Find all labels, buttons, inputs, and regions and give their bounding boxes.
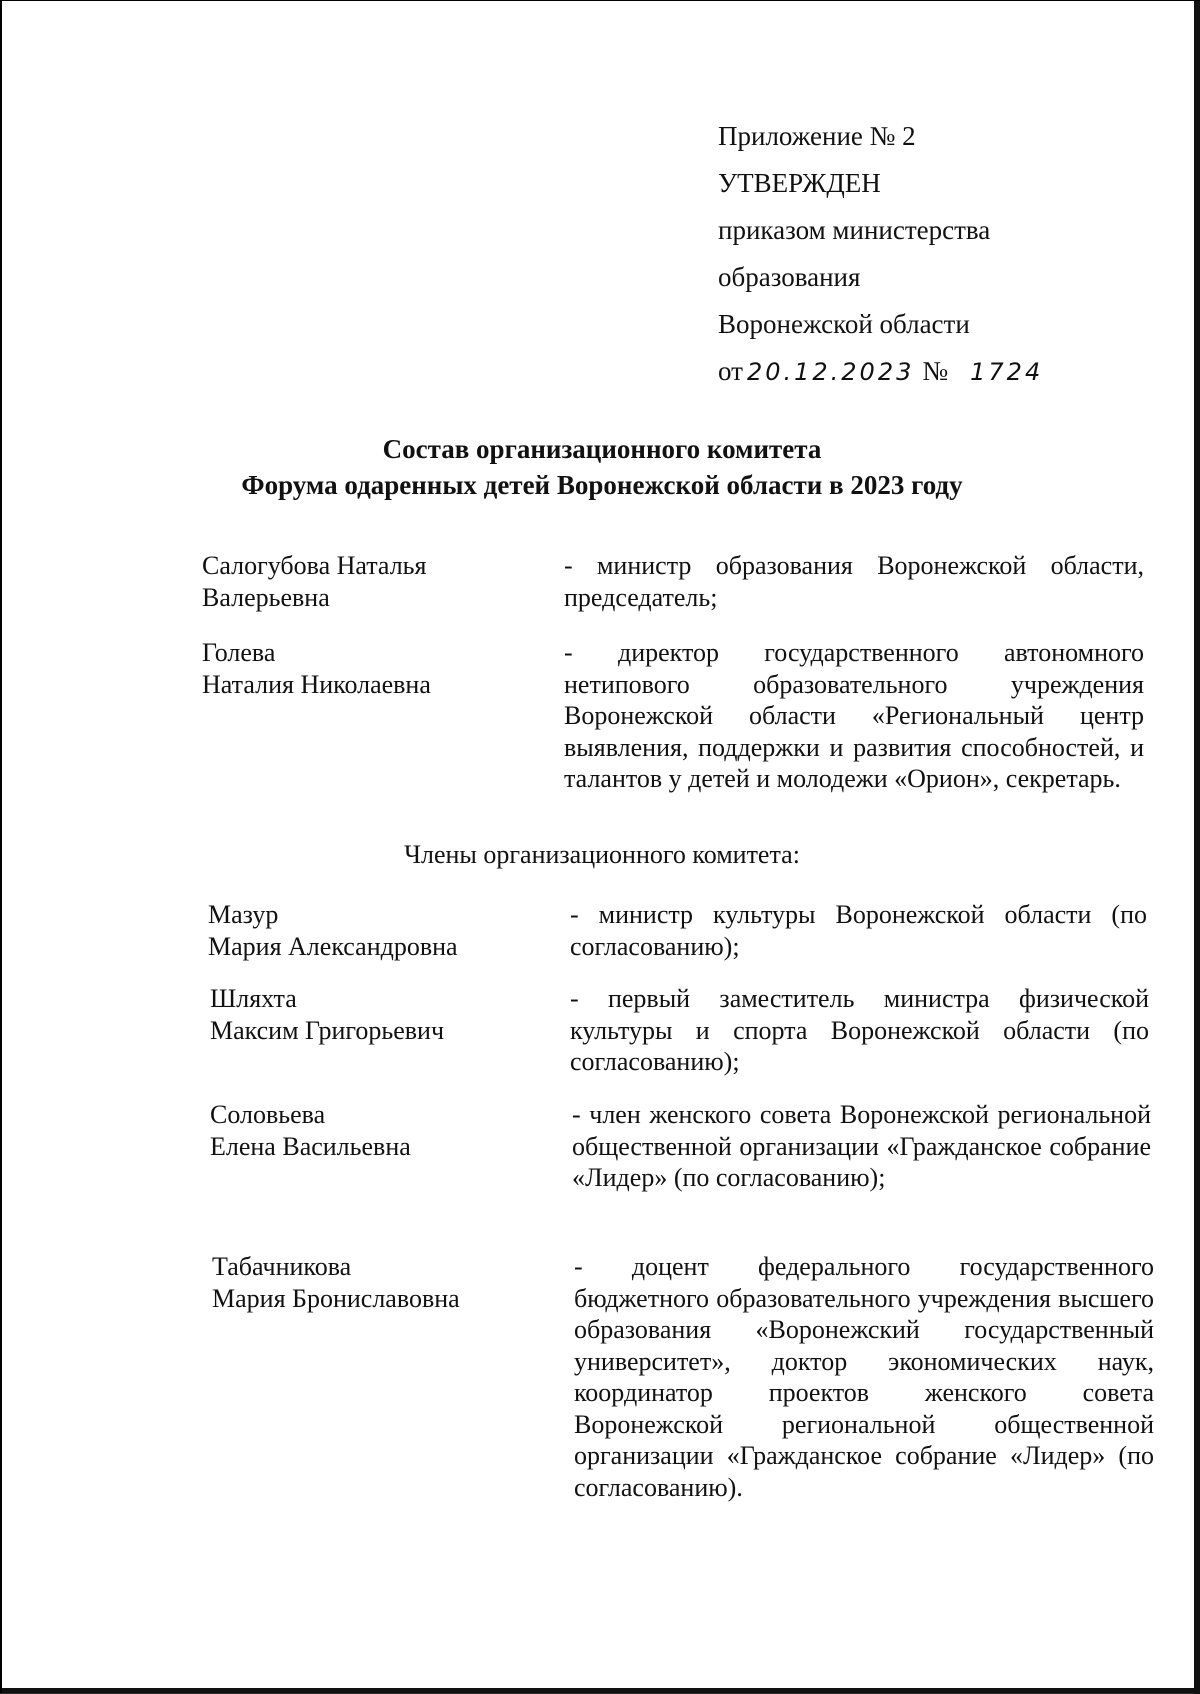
member-role: - министр культуры Воронежской области (по согласованию); <box>570 900 1147 961</box>
member-surname: Шляхта <box>210 984 297 1013</box>
approved-by-line: образования <box>718 262 861 292</box>
appendix-number: Приложение № 2 <box>718 121 916 151</box>
member-name <box>210 1099 540 1162</box>
title-line: Форума одаренных детей Воронежской области в 2023 году <box>241 470 963 500</box>
member-given-name: Валерьевна <box>202 582 330 612</box>
approval-block <box>718 113 1118 396</box>
member-name <box>212 1251 542 1314</box>
member-surname: Салогубова Наталья <box>202 551 427 580</box>
member-role: - член женского совета Воронежской региональной общественной организации «Гражданское собрание «Лидер» (по согласованию); <box>572 1100 1151 1192</box>
handwritten-date: 20.12.2023 <box>746 358 915 386</box>
member-name <box>202 637 532 700</box>
member-given-name: Мария Брониславовна <box>212 1283 460 1313</box>
member-given-name: Наталия Николаевна <box>202 669 431 699</box>
approved-label: УТВЕРЖДЕН <box>718 168 881 198</box>
member-surname: Табачникова <box>212 1252 352 1281</box>
member-surname: Мазур <box>208 900 279 929</box>
members-heading: Члены организационного комитета: <box>404 840 800 869</box>
document-title <box>2 431 1200 503</box>
member-role: - первый заместитель министра физической культуры и спорта Воронежской области (по согласованию); <box>570 984 1149 1076</box>
number-sign: № <box>922 356 949 386</box>
member-role: - доцент федерального государственного бюджетного образовательного учреждения высшего образования «Воронежский государственный университет», доктор экономических наук, координатор проектов женского совета Воронежской региональной общественной организации «Гражданское собрание «Лидер» (по согласованию). <box>574 1252 1154 1502</box>
scan-edge <box>2 1688 1200 1693</box>
member-role: - министр образования Воронежской области, председатель; <box>564 551 1144 612</box>
handwritten-number: 1724 <box>970 358 1044 386</box>
member-given-name: Максим Григорьевич <box>210 1015 445 1045</box>
member-name <box>208 899 538 962</box>
member-name <box>210 983 540 1046</box>
member-surname: Голева <box>202 638 276 667</box>
title-line: Состав организационного комитета <box>382 434 822 464</box>
member-given-name: Мария Александровна <box>208 931 458 961</box>
approved-by-line: приказом министерства <box>718 215 991 245</box>
member-name <box>202 550 532 613</box>
member-given-name: Елена Васильевна <box>210 1131 411 1161</box>
order-date-line <box>718 348 1118 396</box>
date-prefix: от <box>718 356 743 386</box>
scan-edge <box>1194 1 1200 1694</box>
member-role: - директор государственного автономного нетипового образовательного учреждения Воронежской области «Региональный центр выявления, поддержки и развития способностей, и талантов у детей и молодежи «Орион», секретарь. <box>564 638 1144 793</box>
member-surname: Соловьева <box>210 1100 326 1129</box>
approved-by-line: Воронежской области <box>718 309 970 339</box>
